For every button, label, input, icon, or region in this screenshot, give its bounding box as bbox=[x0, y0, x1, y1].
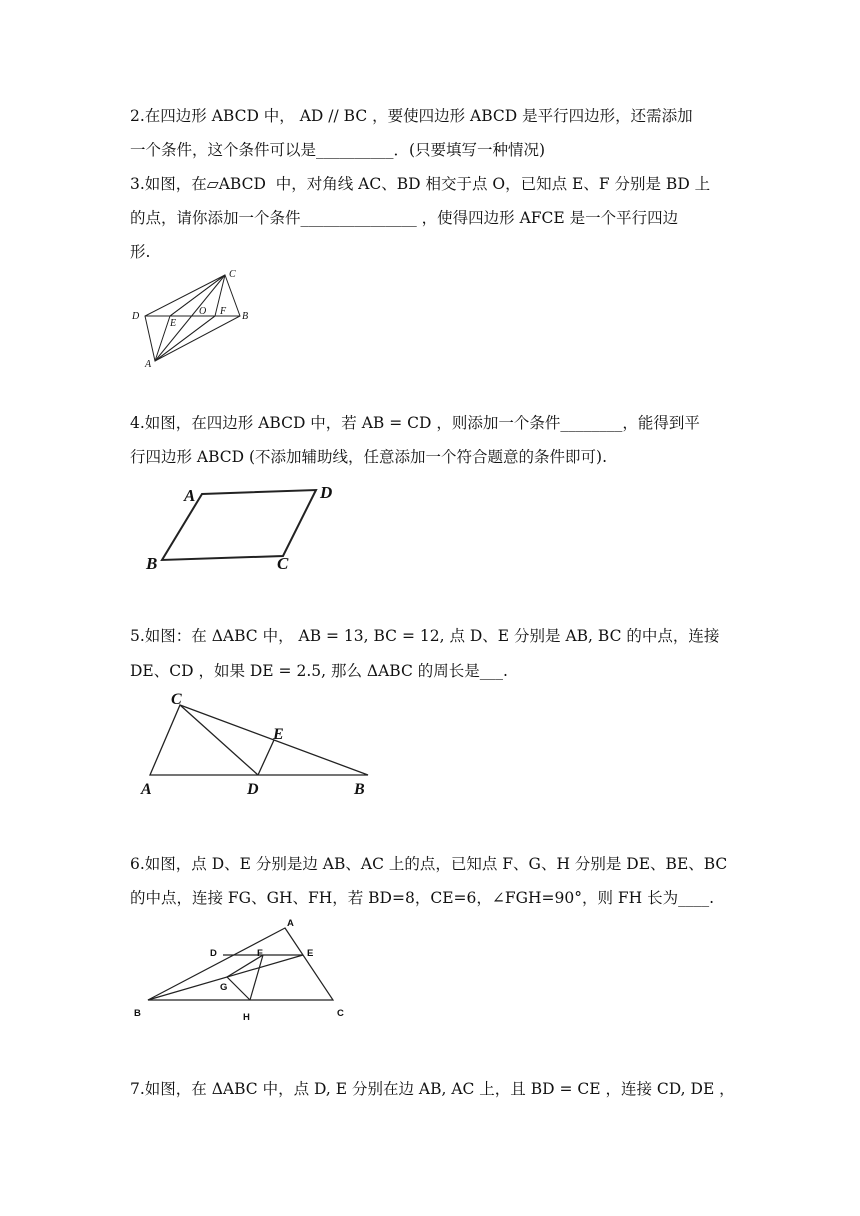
fig6-label-e: E bbox=[307, 948, 314, 959]
problem-3-line-3: 形. bbox=[130, 243, 151, 261]
problem-7-line-1: 7.如图，在 ΔABC 中，点 D, E 分别在边 AB, AC 上，且 BD = CE ，连接 CD, DE ， bbox=[130, 1080, 735, 1098]
fig4-label-c: C bbox=[277, 554, 289, 573]
problem-6-figure bbox=[130, 912, 355, 1027]
fig6-label-a: A bbox=[287, 918, 294, 929]
fig3-label-b: B bbox=[242, 311, 249, 322]
fig6-label-f: F bbox=[257, 948, 263, 959]
fig6-label-h: H bbox=[243, 1012, 250, 1023]
fig5-label-a: A bbox=[141, 781, 152, 798]
fig6-label-d: D bbox=[210, 948, 217, 959]
problem-5-figure bbox=[135, 688, 380, 803]
fig6-label-g: G bbox=[220, 982, 228, 993]
fig5-label-b: B bbox=[354, 781, 365, 798]
fig3-label-a: A bbox=[145, 359, 152, 370]
problem-6-line-1: 6.如图，点 D、E 分别是边 AB、AC 上的点，已知点 F、G、H 分别是 DE、BE、BC bbox=[130, 855, 728, 873]
problem-3-line-1: 3.如图，在▱ABCD 中，对角线 AC、BD 相交于点 O，已知点 E、F 分别是 BD 上 bbox=[130, 175, 711, 193]
problem-3-figure bbox=[125, 265, 265, 375]
fig6-label-b: B bbox=[134, 1008, 141, 1019]
problem-4-line-1: 4.如图，在四边形 ABCD 中，若 AB = CD ，则添加一个条件________，能得到平 bbox=[130, 414, 700, 432]
fig5-label-e: E bbox=[273, 726, 284, 743]
problem-4-figure bbox=[140, 478, 350, 573]
fig6-label-c: C bbox=[337, 1008, 344, 1019]
problem-5-line-1: 5.如图：在 ΔABC 中， AB = 13, BC = 12, 点 D、E 分别是 AB, BC 的中点，连接 bbox=[130, 627, 720, 645]
fig3-label-o: O bbox=[199, 306, 207, 317]
fig3-label-f: F bbox=[220, 306, 227, 317]
problem-3-line-2: 的点，请你添加一个条件_______________ ，使得四边形 AFCE 是一个平行四边 bbox=[130, 209, 679, 227]
fig4-label-d: D bbox=[320, 483, 333, 502]
problem-5-line-2: DE、CD ，如果 DE = 2.5, 那么 ΔABC 的周长是___. bbox=[130, 662, 508, 680]
fig3-label-c: C bbox=[229, 269, 236, 280]
problem-6-line-2: 的中点，连接 FG、GH、FH，若 BD=8，CE=6，∠FGH=90°，则 FH 长为____. bbox=[130, 889, 715, 907]
fig5-label-d: D bbox=[247, 781, 259, 798]
fig4-label-a: A bbox=[184, 486, 196, 505]
fig5-label-c: C bbox=[171, 691, 182, 708]
fig4-label-b: B bbox=[146, 554, 158, 573]
problem-2-line-1: 2.在四边形 ABCD 中， AD // BC ，要使四边形 ABCD 是平行四边形，还需添加 bbox=[130, 107, 693, 125]
problem-2-line-2: 一个条件，这个条件可以是__________．(只要填写一种情况) bbox=[130, 141, 546, 159]
fig3-label-d: D bbox=[132, 311, 140, 322]
fig3-label-e: E bbox=[170, 318, 177, 329]
problem-4-line-2: 行四边形 ABCD (不添加辅助线，任意添加一个符合题意的条件即可). bbox=[130, 448, 608, 466]
